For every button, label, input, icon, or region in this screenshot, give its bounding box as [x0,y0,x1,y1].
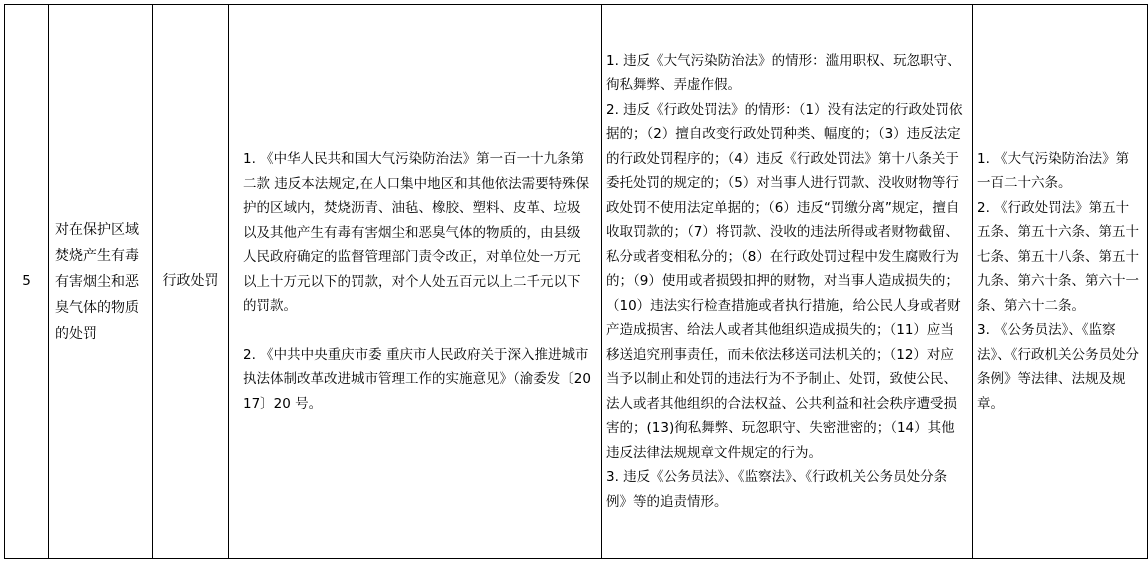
category: 行政处罚 [162,273,219,290]
situation-paragraph: 2. 违反《行政处罚法》的情形：（1）没有法定的行政处罚依据的；（2）擅自改变行政处罚种类、幅度的；（3）违反法定的行政处罚程序的；（4）违反《行政处罚法》第十八条关于委托处罚的规定的；（5）对当事人进行罚款、没收财物等行政处罚不使用法定单据的；（6）违反“罚缴分离”规定，擅自收取罚款的；（7）将罚款、没收的违法所得或者财物截留、私分或者变相私分的；（8）在行政处罚过程中发生腐败行为的；（9）使用或者损毁扣押的财物，对当事人造成损失的；（10）违法实行检查措施或者执行措施，给公民人身或者财产造成损害、给法人或者其他组织造成损失的；（11）应当移送追究刑事责任，而未依法移送司法机关的；（12）对应当予以制止和处罚的违法行为不予制止、处罚，致使公民、法人或者其他组织的合法权益、公共利益和社会秩序遭受损害的；(13)徇私舞弊、玩忽职守、失密泄密的；（14）其他违反法律法规规章文件规定的行为。 [606,101,963,461]
situation-paragraph: 3. 违反《公务员法》、《监察法》、《行政机关公务员处分条例》等的追责情形。 [606,469,948,510]
paragraph-spacer [243,319,591,343]
penalty-law-cell [973,5,1148,559]
law-paragraph: 1. 《大气污染防治法》第一百二十六条。 [977,150,1130,192]
legal-basis-paragraph: 2. 《中共中央重庆市委 重庆市人民政府关于深入推进城市执法体制改革改进城市管理工作的实施意见》（渝委发〔2017〕20 号。 [243,346,591,412]
row-number-cell [5,5,49,559]
item-name: 对在保护区域焚烧产生有毒有害烟尘和恶臭气体的物质的处罚 [55,221,139,342]
law-paragraph: 3. 《公务员法》、《监察法》、《行政机关公务员处分条例》等法律、法规及规章。 [977,322,1139,412]
legal-basis-cell [229,5,602,559]
item-name-cell [49,5,153,559]
accountability-table [4,4,1148,559]
law-paragraph: 2. 《行政处罚法》第五十五条、第五十六条、第五十七条、第五十八条、第五十九条、第六十条、第六十一条、第六十二条。 [977,199,1139,314]
row-number: 5 [22,273,31,290]
accountability-situations-cell [602,5,973,559]
legal-basis-paragraph: 1. 《中华人民共和国大气污染防治法》第一百一十九条第二款 违反本法规定,在人口集中地区和其他依法需要特殊保护的区域内，焚烧沥青、油毡、橡胶、塑料、皮革、垃圾以及其他产生有毒有害烟尘和恶臭气体的物质的，由县级人民政府确定的监督管理部门责令改正，对单位处一万元以上十万元以下的罚款，对个人处五百元以上二千元以下的罚款。 [243,151,590,314]
category-cell [153,5,229,559]
situation-paragraph: 1. 违反《大气污染防治法》的情形：滥用职权、玩忽职守、徇私舞弊、弄虚作假。 [606,52,961,94]
table-row [5,5,1148,559]
